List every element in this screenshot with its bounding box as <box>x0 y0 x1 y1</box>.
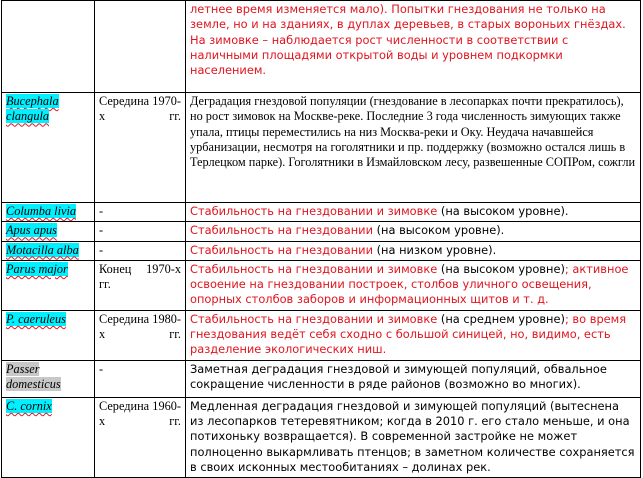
description-cell <box>186 260 641 310</box>
period-cell <box>95 260 186 310</box>
table-row <box>2 397 641 477</box>
species-name: Parus major <box>6 261 68 276</box>
table-row <box>2 241 641 260</box>
period-text: - <box>99 361 104 376</box>
description-text: Деградация гнездовой популяции (гнездование в лесопарках почти прекратилось), но рост зимовок на Москве-реке. Последние 3 года численность зимующих также упала, птицы переместились на низ Москва-реки и Оку. Неудача начавшейся урбанизации, несмотря на гоголятники и пр. поддержку (возможно остался лишь в Терлецком парке). Гоголятники в Измайловском лесу, развешенные СОПРом, сожгли <box>190 94 636 170</box>
description-text: Стабильность на гнездовании и зимовке <box>190 311 438 326</box>
period-cell <box>95 241 186 260</box>
species-name: Apus apus <box>6 223 57 238</box>
period-cell <box>95 222 186 241</box>
description-text: (на высоком уровне) <box>437 261 565 276</box>
description-text: (на высоком уровне). <box>372 223 505 238</box>
description-cell <box>186 360 641 397</box>
species-cell <box>2 203 95 222</box>
period-cell <box>95 397 186 477</box>
species-name: P. caeruleus <box>6 311 66 326</box>
description-text: (на среднем уровне) <box>437 311 565 326</box>
description-text: Заметная деградация гнездовой и зимующей популяций, обвальное сокращение численности в ряде районов (возможно во многих). <box>190 361 607 392</box>
description-text: ; во время гнездования ведёт себя сходно с большой синицей, но, видимо, есть разделение экологических ниш. <box>190 311 627 357</box>
description-cell <box>186 397 641 477</box>
description-text: Стабильность на гнездовании и зимовке <box>190 204 438 218</box>
species-name: Motacilla alba <box>6 242 79 257</box>
species-name: Bucephala clangula <box>6 94 59 124</box>
species-cell <box>2 241 95 260</box>
period-cell <box>95 310 186 360</box>
description-cell <box>186 241 641 260</box>
table-row <box>2 360 641 397</box>
period-cell <box>95 203 186 222</box>
table-row <box>2 93 641 203</box>
description-text: Стабильность на гнездовании <box>190 242 373 257</box>
description-cell <box>186 93 641 203</box>
description-cell <box>186 203 641 222</box>
species-cell <box>2 93 95 203</box>
description-text: (на высоком уровне). <box>437 204 569 218</box>
period-cell <box>95 360 186 397</box>
description-text: летнее время изменяется мало). Попытки гнездования не только на земле, но и на зданиях, в дуплах деревьев, в старых вороньих гнёздах. На зимовке – наблюдается рост численности в соответствии с наличными площадями открытой воды и уровнем подкормки населением. <box>190 2 626 78</box>
table-row <box>2 203 641 222</box>
table-row <box>2 310 641 360</box>
species-table <box>1 0 641 478</box>
period-text: Середина 1980-х гг. <box>99 311 181 342</box>
species-cell <box>2 222 95 241</box>
period-text: - <box>99 242 104 257</box>
table-row <box>2 1 641 93</box>
period-text: - <box>99 204 104 218</box>
species-cell <box>2 1 95 93</box>
species-cell <box>2 360 95 397</box>
species-name: Columba livia <box>6 204 77 218</box>
description-cell <box>186 310 641 360</box>
species-cell <box>2 260 95 310</box>
description-text: Медленная деградация гнездовой и зимующей популяций (вытеснена из лесопарков тетеревятником; когда в 2010 г. его стало меньше, и она потихоньку возвращается). В современной застройке не может полноценно выкармливать птенцов; в заметном количестве сохраняется в своих исконных местообитаниях – долинах рек. <box>190 398 635 475</box>
description-text: Стабильность на гнездовании и зимовке <box>190 261 438 276</box>
period-text: Середина 1970-х гг. <box>99 94 181 124</box>
period-cell <box>95 1 186 93</box>
species-cell <box>2 397 95 477</box>
period-text: - <box>99 223 104 238</box>
table-row <box>2 222 641 241</box>
description-text: (на низком уровне). <box>372 242 497 257</box>
period-cell <box>95 93 186 203</box>
period-text: Конец 1970-х гг. <box>99 261 181 292</box>
period-text: Середина 1960-х гг. <box>99 398 181 429</box>
species-cell <box>2 310 95 360</box>
description-cell <box>186 222 641 241</box>
species-name: C. cornix <box>6 398 52 413</box>
species-name: Passer domesticus <box>6 361 61 392</box>
table-row <box>2 260 641 310</box>
description-cell <box>186 1 641 93</box>
description-text: ; активное освоение на гнездовании построек, столбов уличного освещения, опорных столбов заборов и информационных щитов и т. д. <box>190 261 629 307</box>
description-text: Стабильность на гнездовании <box>190 223 373 238</box>
